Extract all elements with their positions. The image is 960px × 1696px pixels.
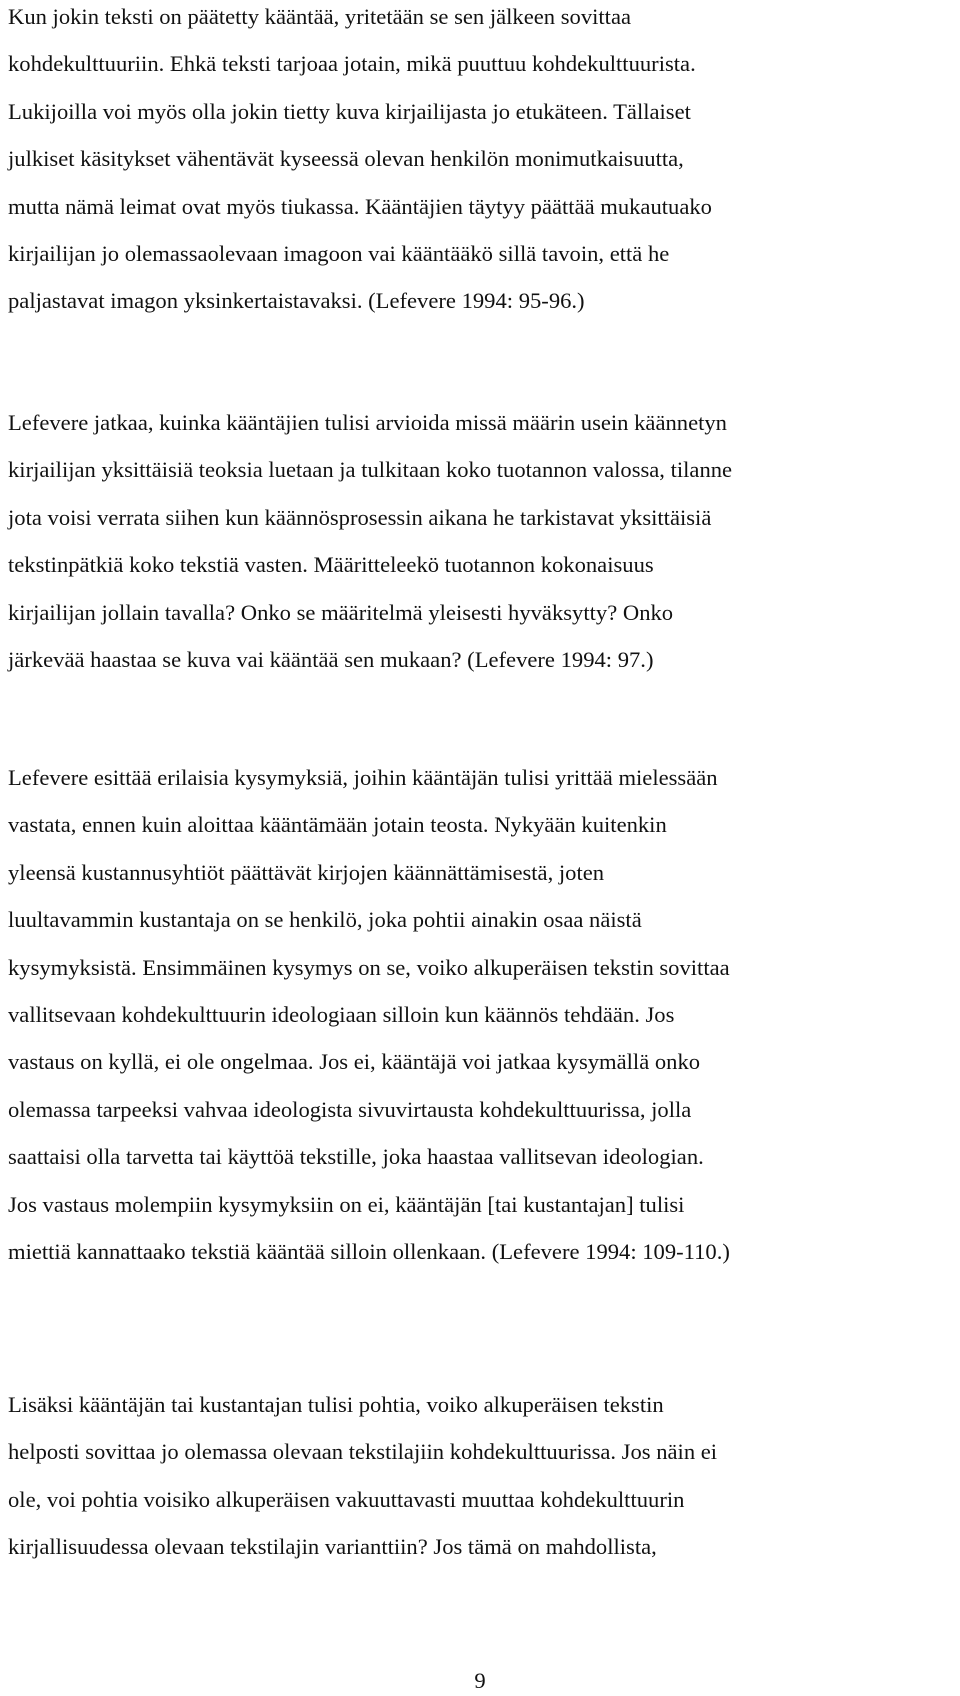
- paragraph-line: ole, voi pohtia voisiko alkuperäisen vakuuttavasti muuttaa kohdekulttuurin: [8, 1486, 685, 1512]
- paragraph-line: kirjailijan jo olemassaolevaan imagoon vai kääntääkö sillä tavoin, että he: [8, 240, 670, 266]
- paragraph-line: Lisäksi kääntäjän tai kustantajan tulisi pohtia, voiko alkuperäisen tekstin: [8, 1392, 664, 1417]
- paragraph-line: tekstinpätkiä koko tekstiä vasten. Määritteleekö tuotannon kokonaisuus: [8, 552, 654, 578]
- paragraph-line: kohdekulttuuriin. Ehkä teksti tarjoaa jotain, mikä puuttuu kohdekulttuurista.: [8, 51, 696, 77]
- paragraph-line: mutta nämä leimat ovat myös tiukassa. Kääntäjien täytyy päättää mukautuako: [8, 193, 712, 219]
- paragraph-4: [8, 1381, 948, 1571]
- paragraph-line: kirjallisuudessa olevaan tekstilajin varianttiin? Jos tämä on mahdollista,: [8, 1534, 657, 1560]
- paragraph-line: miettiä kannattaako tekstiä kääntää silloin ollenkaan. (Lefevere 1994: 109-110.): [8, 1238, 730, 1264]
- paragraph-line: saattaisi olla tarvetta tai käyttöä tekstille, joka haastaa vallitsevan ideologian.: [8, 1144, 704, 1170]
- paragraph-line: Lefevere jatkaa, kuinka kääntäjien tulisi arvioida missä määrin usein käännetyn: [8, 410, 727, 435]
- page-number: 9: [474, 1668, 486, 1693]
- paragraph-line: vastaus on kyllä, ei ole ongelmaa. Jos ei, kääntäjä voi jatkaa kysymällä onko: [8, 1049, 701, 1075]
- paragraph-line: järkevää haastaa se kuva vai kääntää sen mukaan? (Lefevere 1994: 97.): [8, 646, 654, 672]
- paragraph-line: helposti sovittaa jo olemassa olevaan tekstilajiin kohdekulttuurissa. Jos näin ei: [8, 1439, 718, 1465]
- paragraph-line: kirjailijan jollain tavalla? Onko se määritelmä yleisesti hyväksytty? Onko: [8, 599, 674, 625]
- paragraph-line: Kun jokin teksti on päätetty kääntää, yritetään se sen jälkeen sovittaa: [8, 4, 632, 29]
- paragraph-3: [8, 754, 948, 1275]
- paragraph-line: Lukijoilla voi myös olla jokin tietty kuva kirjailijasta jo etukäteen. Tällaiset: [8, 98, 691, 124]
- paragraph-line: paljastavat imagon yksinkertaistavaksi. (Lefevere 1994: 95-96.): [8, 288, 585, 314]
- paragraph-line: olemassa tarpeeksi vahvaa ideologista sivuvirtausta kohdekulttuurissa, jolla: [8, 1096, 692, 1122]
- paragraph-line: vallitsevaan kohdekulttuurin ideologiaan silloin kun käännös tehdään. Jos: [8, 1001, 675, 1027]
- paragraph-line: Lefevere esittää erilaisia kysymyksiä, joihin kääntäjän tulisi yrittää mielessään: [8, 765, 718, 790]
- paragraph-line: kirjailijan yksittäisiä teoksia luetaan ja tulkitaan koko tuotannon valossa, tilanne: [8, 457, 733, 483]
- paragraph-line: luultavammin kustantaja on se henkilö, joka pohtii ainakin osaa näistä: [8, 907, 642, 933]
- paragraph-1: [8, 0, 948, 325]
- paragraph-line: yleensä kustannusyhtiöt päättävät kirjojen käännättämisestä, joten: [8, 859, 605, 885]
- paragraph-line: vastata, ennen kuin aloittaa kääntämään jotain teosta. Nykyään kuitenkin: [8, 812, 667, 838]
- paragraph-line: kysymyksistä. Ensimmäinen kysymys on se, voiko alkuperäisen tekstin sovittaa: [8, 954, 730, 980]
- paragraph-line: Jos vastaus molempiin kysymyksiin on ei, kääntäjän [tai kustantajan] tulisi: [8, 1191, 685, 1217]
- paragraph-2: [8, 399, 948, 683]
- paragraph-line: jota voisi verrata siihen kun käännösprosessin aikana he tarkistavat yksittäisiä: [8, 504, 712, 530]
- paragraph-line: julkiset käsitykset vähentävät kyseessä olevan henkilön monimutkaisuutta,: [8, 146, 684, 172]
